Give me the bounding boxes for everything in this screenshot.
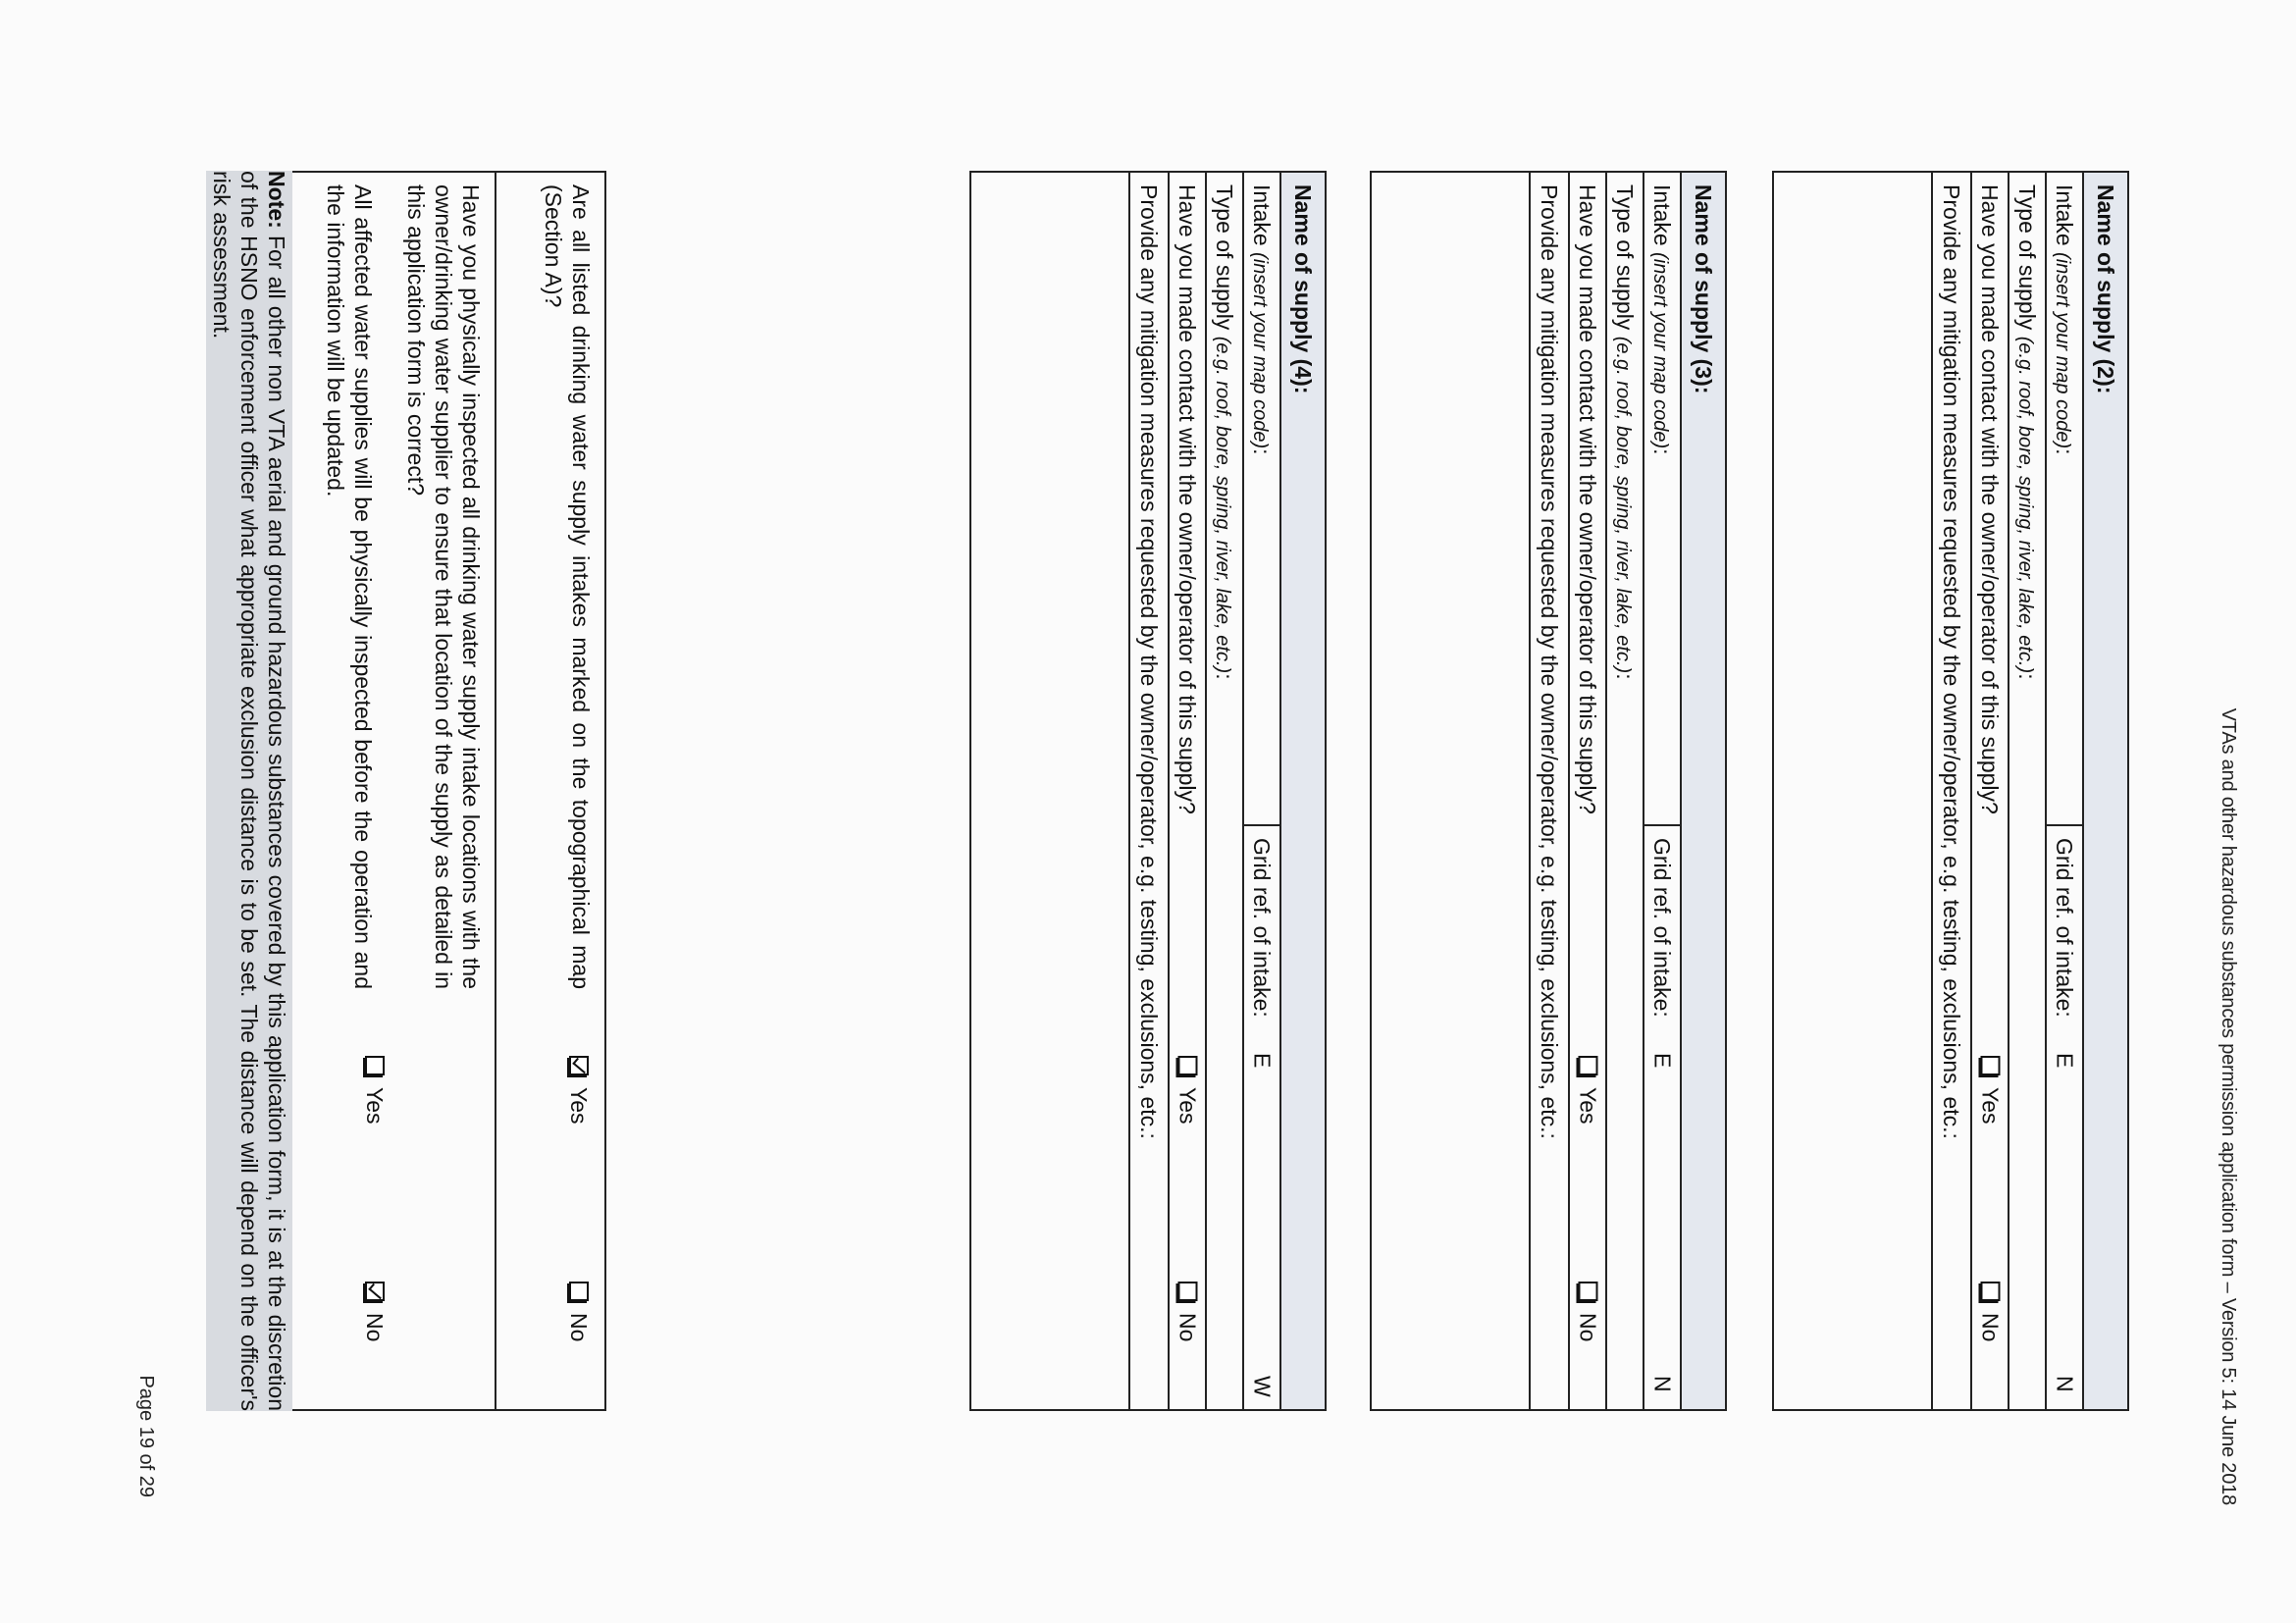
no-label: No <box>362 1313 388 1342</box>
declaration-map-row <box>496 172 605 1410</box>
yes-option[interactable] <box>1575 1056 1601 1125</box>
declaration-inspection-question: Have you physically inspected all drinking water supply intake locations with the owner/drinking water supplier to ensure that location of the supply as detailed in this application form is correct? <box>403 184 484 989</box>
page-number: Page 19 of 29 <box>135 1375 157 1497</box>
contact-row <box>1569 172 1606 1410</box>
declaration-inspection-row <box>286 172 496 1410</box>
declaration-map-yes-checkbox[interactable] <box>569 1056 589 1075</box>
type-field[interactable] <box>1606 172 1644 1410</box>
intake-label: Intake <box>2052 184 2078 246</box>
grid-ref-direction-2: N <box>2052 1376 2078 1392</box>
mitigation-label: Provide any mitigation measures requested by the owner/operator, e.g. testing, exclusions, etc.: <box>1129 172 1169 1410</box>
grid-ref-field[interactable] <box>1644 825 1681 1410</box>
no-label: No <box>1174 1313 1201 1342</box>
mitigation-label: Provide any mitigation measures requested by the owner/operator, e.g. testing, exclusions, etc.: <box>1530 172 1569 1410</box>
intake-field[interactable] <box>2046 172 2083 825</box>
yes-checkbox[interactable] <box>1579 1056 1598 1075</box>
contact-row <box>1971 172 2009 1410</box>
supply-title: Name of supply (4): <box>1280 172 1326 1410</box>
yes-label: Yes <box>362 1087 388 1125</box>
grid-ref-field[interactable] <box>2046 825 2083 1410</box>
type-hint: (e.g. roof, bore, spring, river, lake, etc.) <box>1212 336 1234 674</box>
supply-title: Name of supply (2): <box>2083 172 2128 1410</box>
mitigation-input[interactable] <box>1773 172 1932 1410</box>
yes-option[interactable] <box>1977 1056 2004 1125</box>
intake-label: Intake <box>1249 184 1276 246</box>
grid-ref-label: Grid ref. of intake: <box>2052 838 2078 1018</box>
no-label: No <box>566 1313 592 1342</box>
declarations-table <box>285 171 606 1411</box>
declaration-statement: All affected water supplies will be physically inspected before the operation and the information will be updated. <box>323 184 376 989</box>
grid-ref-direction-1: E <box>1249 1053 1276 1069</box>
declaration-inspection-yes-checkbox[interactable] <box>365 1056 385 1075</box>
yes-checkbox[interactable] <box>1981 1056 2001 1075</box>
declaration-map-no[interactable] <box>565 1282 593 1341</box>
type-field[interactable] <box>2009 172 2046 1410</box>
type-hint: (e.g. roof, bore, spring, river, lake, etc.) <box>2014 336 2037 674</box>
intake-hint: (insert your map code) <box>1249 252 1272 449</box>
contact-question: Have you made contact with the owner/operator of this supply? <box>1174 184 1201 814</box>
grid-ref-direction-1: E <box>2052 1053 2078 1069</box>
supply-table-2 <box>1772 171 2129 1411</box>
declaration-map-question: Are all listed drinking water supply intakes marked on the topographical map (Section A)? <box>541 184 594 989</box>
grid-ref-direction-2: N <box>1649 1376 1676 1392</box>
type-field[interactable] <box>1206 172 1243 1410</box>
no-checkbox[interactable] <box>1981 1282 2001 1301</box>
yes-option[interactable] <box>1174 1056 1201 1125</box>
intake-label: Intake <box>1649 184 1676 246</box>
yes-label: Yes <box>566 1087 592 1125</box>
type-label: Type of supply <box>1612 184 1639 331</box>
grid-ref-direction-1: E <box>1649 1053 1676 1069</box>
no-option[interactable] <box>1174 1282 1201 1341</box>
yes-label: Yes <box>1174 1087 1201 1125</box>
type-colon: : <box>2014 673 2041 680</box>
no-option[interactable] <box>1575 1282 1601 1341</box>
no-checkbox[interactable] <box>1579 1282 1598 1301</box>
type-hint: (e.g. roof, bore, spring, river, lake, etc.) <box>1612 336 1635 674</box>
supply-title: Name of supply (3): <box>1681 172 1726 1410</box>
intake-field[interactable] <box>1644 172 1681 825</box>
note-text: For all other non VTA aerial and ground hazardous substances covered by this application form, it is at the discretion of the HSNO enforcement officer what appropriate exclusion distance is to be set. The distance will depend on the officer's risk assessment. <box>209 171 289 1412</box>
grid-ref-label: Grid ref. of intake: <box>1249 838 1276 1018</box>
declaration-map-no-checkbox[interactable] <box>569 1282 589 1301</box>
supply-table-4 <box>969 171 1327 1411</box>
intake-hint: (insert your map code) <box>1649 252 1672 449</box>
note-label: Note: <box>264 171 289 229</box>
type-colon: : <box>1612 673 1639 680</box>
yes-checkbox[interactable] <box>1178 1056 1198 1075</box>
mitigation-input[interactable] <box>970 172 1129 1410</box>
no-checkbox[interactable] <box>1178 1282 1198 1301</box>
contact-row <box>1169 172 1206 1410</box>
declaration-map-yes[interactable] <box>566 1056 592 1125</box>
contact-question: Have you made contact with the owner/operator of this supply? <box>1575 184 1601 814</box>
mitigation-label: Provide any mitigation measures requested by the owner/operator, e.g. testing, exclusions, etc.: <box>1932 172 1971 1410</box>
no-label: No <box>1977 1313 2004 1342</box>
grid-ref-label: Grid ref. of intake: <box>1649 838 1676 1018</box>
no-option[interactable] <box>1977 1282 2004 1341</box>
declaration-inspection-no[interactable] <box>361 1282 389 1341</box>
yes-label: Yes <box>1575 1087 1601 1125</box>
intake-field[interactable] <box>1243 172 1280 825</box>
no-label: No <box>1575 1313 1601 1342</box>
type-colon: : <box>1212 673 1238 680</box>
grid-ref-field[interactable] <box>1243 825 1280 1410</box>
yes-label: Yes <box>1977 1087 2004 1125</box>
note-block <box>206 171 292 1411</box>
contact-question: Have you made contact with the owner/operator of this supply? <box>1977 184 2004 814</box>
intake-colon: : <box>2052 448 2078 455</box>
intake-hint: (insert your map code) <box>2052 252 2074 449</box>
type-label: Type of supply <box>1212 184 1238 331</box>
grid-ref-direction-2: W <box>1249 1376 1276 1397</box>
mitigation-input[interactable] <box>1371 172 1530 1410</box>
declaration-inspection-yes[interactable] <box>362 1056 388 1125</box>
declaration-inspection-no-checkbox[interactable] <box>365 1282 385 1301</box>
supply-table-3 <box>1370 171 1727 1411</box>
page-header: VTAs and other hazardous substances permission application form – Version 5: 14 June 2018 <box>2218 707 2239 1505</box>
intake-colon: : <box>1249 448 1276 455</box>
intake-colon: : <box>1649 448 1676 455</box>
type-label: Type of supply <box>2014 184 2041 331</box>
